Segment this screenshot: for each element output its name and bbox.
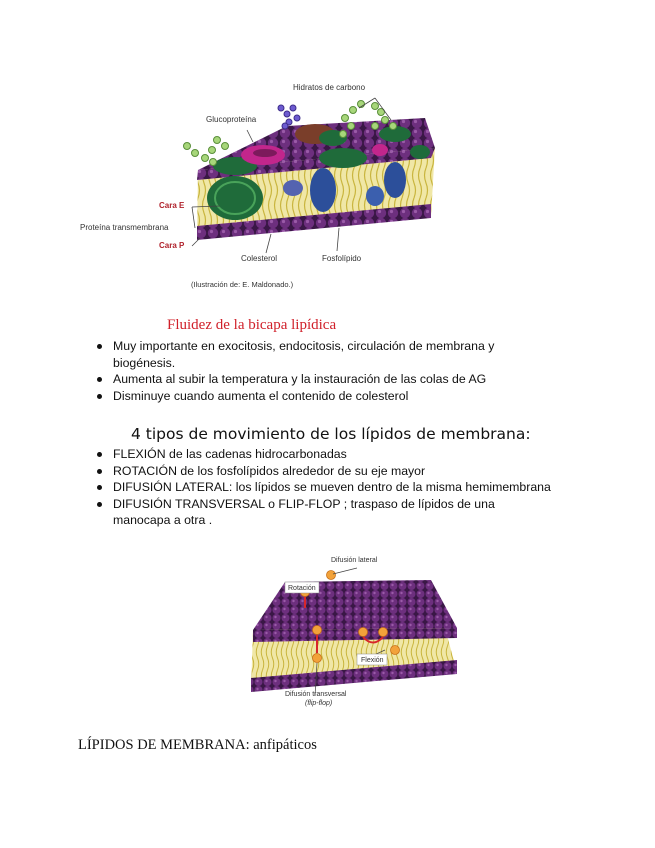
label-transverse-diffusion: Difusión transversal bbox=[285, 691, 347, 698]
label-flexion: Flexión bbox=[361, 657, 384, 664]
membrane-lipids-heading: LÍPIDOS DE MEMBRANA: anfipáticos bbox=[78, 737, 317, 753]
list-item: DIFUSIÓN LATERAL: los lípidos se mueven dentro de la misma hemimembrana bbox=[94, 479, 594, 496]
label-carbohydrates: Hidratos de carbono bbox=[293, 83, 366, 92]
label-rotation: Rotación bbox=[288, 585, 316, 592]
figure-credit: (Ilustración de: E. Maldonado.) bbox=[191, 280, 294, 289]
movements-list bbox=[94, 446, 594, 529]
list-item: Aumenta al subir la temperatura y la instauración de las colas de AG bbox=[94, 371, 534, 388]
fluidity-list bbox=[94, 338, 534, 404]
label-lateral-diffusion: Difusión lateral bbox=[331, 557, 378, 564]
list-item: ROTACIÓN de los fosfolípidos alrededor de su eje mayor bbox=[94, 463, 594, 480]
list-item: Disminuye cuando aumenta el contenido de colesterol bbox=[94, 388, 534, 405]
list-item: FLEXIÓN de las cadenas hidrocarbonadas bbox=[94, 446, 594, 463]
label-transmembrane: Proteína transmembrana bbox=[80, 223, 169, 232]
label-face-p: Cara P bbox=[159, 241, 185, 250]
list-item: DIFUSIÓN TRANSVERSAL o FLIP-FLOP ; traspaso de lípidos de una manocapa a otra . bbox=[94, 496, 513, 529]
section-title-movements: 4 tipos de movimiento de los lípidos de membrana: bbox=[131, 425, 531, 443]
label-glycoprotein: Glucoproteína bbox=[206, 115, 257, 124]
label-flip-flop: (flip-flop) bbox=[305, 700, 333, 707]
label-cholesterol: Colesterol bbox=[241, 254, 278, 263]
section-title-fluidity: Fluidez de la bicapa lipídica bbox=[167, 317, 337, 333]
label-face-e: Cara E bbox=[159, 201, 185, 210]
lipid-movement-diagram bbox=[245, 550, 465, 710]
list-item: Muy importante en exocitosis, endocitosis, circulación de membrana y biogénesis. bbox=[94, 338, 534, 371]
membrane-top-surface bbox=[253, 580, 457, 630]
label-phospholipid: Fosfolípido bbox=[322, 254, 362, 263]
membrane-diagram bbox=[75, 78, 445, 293]
